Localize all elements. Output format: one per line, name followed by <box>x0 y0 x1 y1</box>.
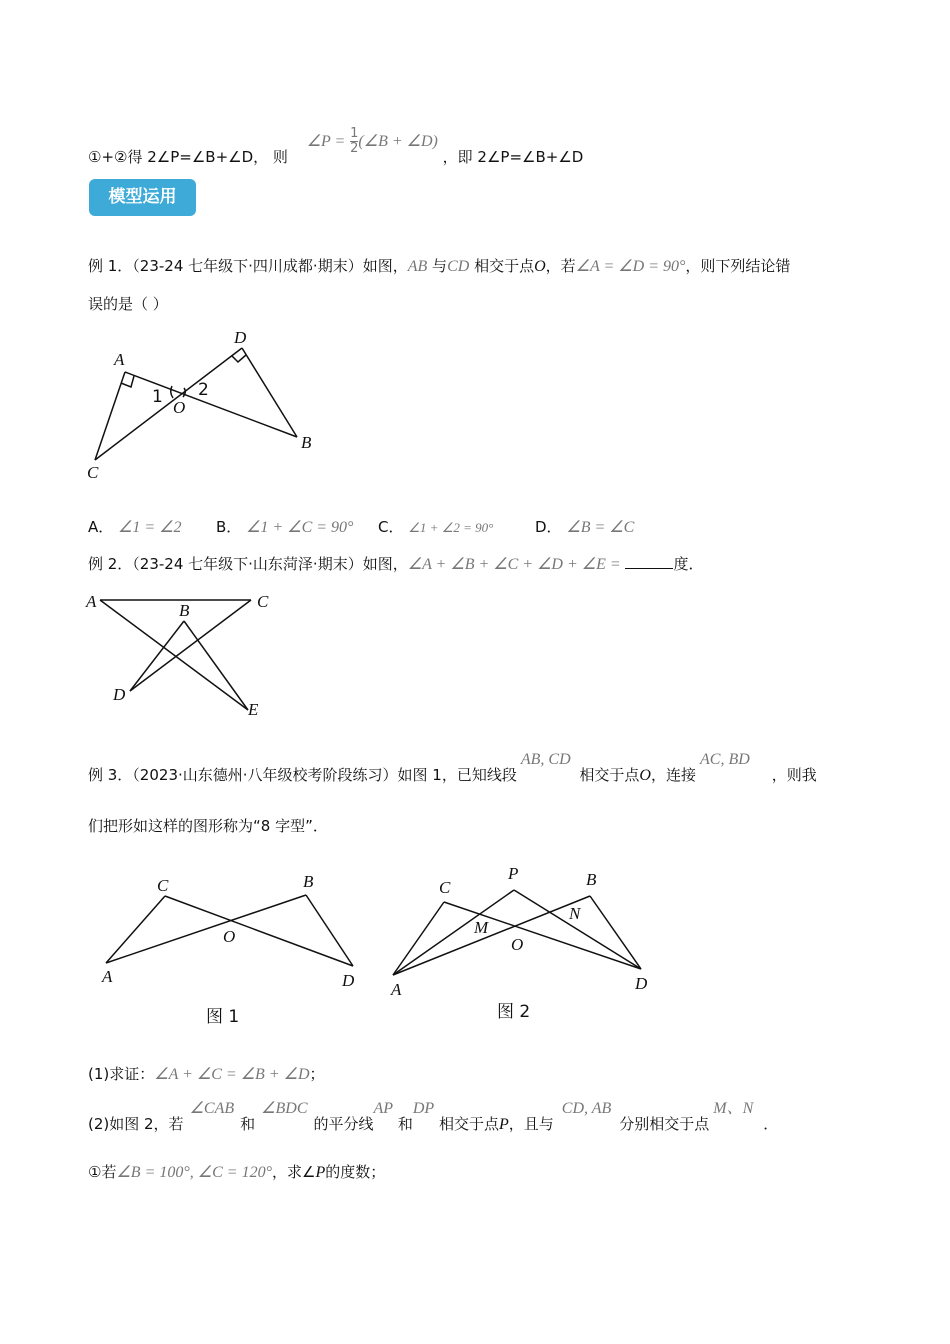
math: AB, CD <box>520 751 571 768</box>
label-b: B <box>586 870 597 889</box>
label-c: C <box>257 592 269 611</box>
math: AP <box>373 1100 394 1117</box>
denominator: 2 <box>350 141 359 156</box>
math: CD <box>447 258 470 275</box>
math: ∠A = ∠D = 90° <box>575 258 686 275</box>
math: ∠CAB <box>189 1100 235 1117</box>
text: 的度数； <box>325 1163 386 1181</box>
label-d: D <box>342 971 355 990</box>
numerator: 1 <box>350 126 359 141</box>
text: ，若 <box>545 257 576 275</box>
math: ∠A + ∠B + ∠C + ∠D + ∠E = <box>407 556 621 573</box>
text: 例 1．（23-24 七年级下·四川成都·期末）如图， <box>88 257 408 275</box>
math: O <box>534 258 546 275</box>
text: 相交于点 <box>438 1115 499 1133</box>
text: ，求∠ <box>271 1163 316 1181</box>
text: ． <box>763 1115 779 1133</box>
section-badge: 模型运用 <box>89 179 196 216</box>
label-c: C <box>439 878 451 897</box>
label-b: B <box>179 601 190 620</box>
math: AC, BD <box>700 751 750 768</box>
example-3-figure-2 <box>390 864 648 1022</box>
text: ； <box>309 1065 325 1083</box>
label-o: O <box>223 927 236 946</box>
text: (1)求证： <box>88 1065 155 1083</box>
math: AB <box>407 258 428 275</box>
math: M、N <box>713 1100 754 1117</box>
example-3-question-cont: 们把形如这样的图形称为“8 字型”． <box>88 817 328 835</box>
label-e: E <box>248 700 259 719</box>
text: ①若 <box>88 1163 117 1181</box>
text: 与 <box>432 257 448 275</box>
example-3-figure-1 <box>101 872 355 1027</box>
text: (2)如图 2，若 <box>88 1115 184 1133</box>
math: DP <box>412 1100 435 1117</box>
label-d: D <box>113 685 126 704</box>
math: CD, AB <box>561 1100 612 1117</box>
math: ∠BDC <box>261 1100 308 1117</box>
figure-caption: 图 2 <box>497 1002 531 1022</box>
label-n: N <box>569 904 581 923</box>
label-a: A <box>114 350 125 369</box>
text: ①+②得 2∠P=∠B+∠D， 则 <box>88 148 288 166</box>
label-b: B <box>303 872 314 891</box>
math: ∠B = 100°, ∠C = 120° <box>116 1164 272 1181</box>
text: 相交于点 <box>474 257 535 275</box>
label-c: C <box>87 463 99 482</box>
label-angle-2: 2 <box>198 380 209 400</box>
label-p: P <box>508 864 519 883</box>
option-math: ∠1 = ∠2 <box>118 519 182 536</box>
example-1-question-cont: 误的是（ ） <box>88 295 168 313</box>
label-a: A <box>102 967 113 986</box>
right-angle-mark <box>232 355 246 362</box>
option-label: A． <box>88 518 114 536</box>
option-math: ∠1 + ∠2 = 90° <box>408 520 494 535</box>
text: 相交于点 <box>579 766 640 784</box>
text: 和 <box>397 1115 413 1133</box>
label-b: B <box>301 433 312 452</box>
math: P <box>315 1164 326 1181</box>
label-a: A <box>86 592 97 611</box>
text: ，则下列结论错 <box>685 257 791 275</box>
label-angle-1: 1 <box>152 387 163 407</box>
formula: (∠B + ∠D) <box>358 133 438 150</box>
label-m: M <box>474 918 489 937</box>
label-o: O <box>173 398 186 417</box>
angle-arc <box>171 386 173 398</box>
example-1-figure <box>87 328 312 482</box>
label-o: O <box>511 935 524 954</box>
text: 和 <box>240 1115 256 1133</box>
math: P <box>498 1116 509 1133</box>
option-label: B． <box>216 518 242 536</box>
text: 例 2．（23-24 七年级下·山东菏泽·期末）如图， <box>88 555 408 573</box>
text: 例 3．（2023·山东德州·八年级校考阶段练习）如图 1，已知线段 <box>88 766 517 784</box>
text: ，连接 <box>650 766 696 784</box>
text: ，且与 <box>508 1115 554 1133</box>
math: ∠A + ∠C = ∠B + ∠D <box>154 1066 310 1083</box>
label-d: D <box>234 328 247 347</box>
text: ，则我 <box>771 766 817 784</box>
figure-caption: 图 1 <box>206 1007 240 1027</box>
text: 度． <box>673 555 704 573</box>
text: 分别相交于点 <box>619 1115 710 1133</box>
option-math: ∠B = ∠C <box>566 519 635 536</box>
option-math: ∠1 + ∠C = 90° <box>246 519 354 536</box>
formula: ∠P = <box>306 133 346 150</box>
example-2-figure <box>85 592 269 719</box>
text: 的平分线 <box>313 1115 374 1133</box>
text: ，即 2∠P=∠B+∠D <box>442 148 584 166</box>
label-c: C <box>157 876 169 895</box>
label-a: A <box>391 980 402 999</box>
math: O <box>639 767 651 784</box>
option-label: D． <box>535 518 562 536</box>
label-d: D <box>635 974 648 993</box>
option-label: C． <box>378 518 404 536</box>
